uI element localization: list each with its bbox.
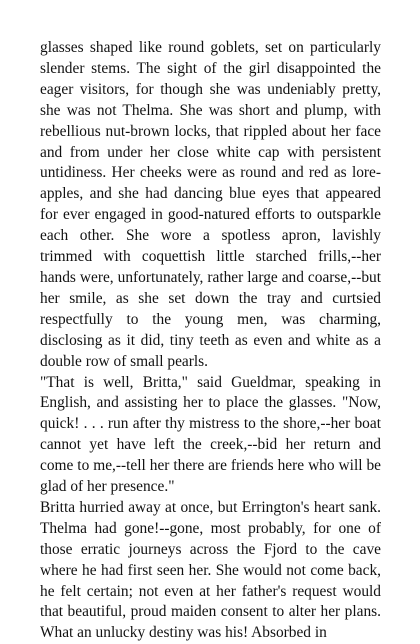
paragraph-gueldmar-speech: "That is well, Britta," said Gueldmar, speaking in English, and assisting her to place the glasses. "Now, quick! . . . run after thy mistress to the shore,--her boat cannot yet have left the creek,--bid her return and come to me,--tell her there are friends here who will be glad of her presence." [40, 373, 381, 496]
paragraph-errington-reaction: Britta hurried away at once, but Errington's heart sank. Thelma had gone!--gone, most probably, for one of those erratic journeys across the Fjord to the cave where he had first seen her. She would not come back, he felt certain; not even at her father's request would that beautiful, proud maiden consent to alter her plans. What an unlucky destiny was his! Absorbed in [40, 498, 381, 642]
paragraph-britta-description: glasses shaped like round goblets, set on particularly slender stems. The sight of the girl disappointed the eager visitors, for though she was undeniably pretty, she was not Thelma. She was short and plump, with rebellious nut-brown locks, that rippled about her face and from under her close white cap with persistent untidiness. Her cheeks were as round and red as lore-apples, and she had dancing blue eyes that appeared for ever engaged in good-natured efforts to outsparkle each other. She wore a spotless apron, lavishly trimmed with coquettish little starched frills,--her hands were, unfortunately, rather large and coarse,--but her smile, as she set down the tray and curtsied respectfully to the young men, was charming, disclosing as it did, tiny teeth as even and white as a double row of small pearls. [40, 39, 381, 370]
page-text-block [40, 38, 381, 644]
